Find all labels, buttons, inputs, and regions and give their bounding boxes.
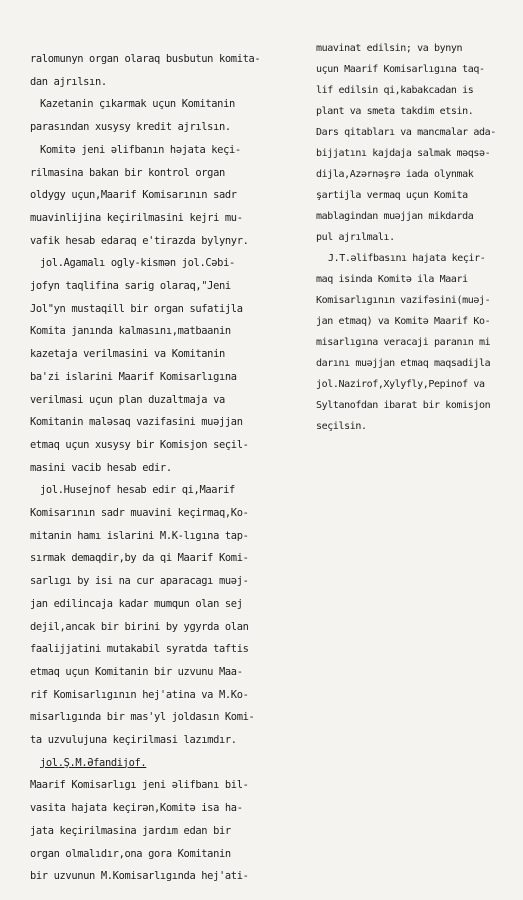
right-column-line: uçun Maarif Komisarlıgına taq-	[316, 64, 485, 75]
right-column-line: plant va smeta takdim etsin.	[316, 106, 474, 117]
left-column-line: jan edilincaja kadar mumqun olan sej	[30, 597, 243, 610]
left-column-line: kazetaja verilmasini va Komitanin	[30, 348, 225, 361]
left-column-line: rilmasina bakan bir kontrol organ	[30, 166, 225, 179]
right-column-line: şartijla vermaq uçun Komita	[316, 190, 468, 201]
left-column-line: Komitə jeni əlifbanın həjata keçi-	[40, 143, 241, 156]
left-column-line: sırmak demaqdir,by da qi Maarif Komi-	[30, 552, 249, 565]
left-column-line: Maarif Komisarlıgı jeni əlifbanı bil-	[30, 779, 249, 792]
right-column-line: jan etmaq) va Komitə Maarif Ko-	[316, 316, 491, 327]
right-column-line: seçilsin.	[316, 421, 367, 432]
right-column-line: mablagindan muəjjan mikdarda	[316, 211, 474, 222]
left-column-line: etmaq uçun xusysy bir Komisjon seçil-	[30, 438, 249, 451]
right-column-line: darını muəjjan etmaq maqsadijla	[316, 358, 491, 369]
right-column-line: Dars qitabları va mancmalar ada-	[316, 127, 496, 138]
right-column-line: lif edilsin qi,kabakcadan is	[316, 85, 474, 96]
left-column-line: Komisarının sadr muavini keçirmaq,Ko-	[30, 507, 249, 519]
right-column-line: Syltanofdan ibarat bir komisjon	[316, 400, 491, 411]
left-column-line: Jol"yn mustaqill bir organ sufatijla	[30, 302, 243, 315]
left-column-line: jofyn taqlifina sarig olaraq,"Jeni	[30, 280, 231, 292]
left-column-line: jol.Agamalı ogly-kismən jol.Cəbi-	[40, 257, 235, 270]
left-column-line: parasından xusysy kredit ajrılsın.	[30, 121, 231, 134]
left-column-line: ralomunyn organ olaraq busbutun komita-	[30, 53, 261, 65]
right-column-line: jol.Nazirof,Xylyfly,Pepinof va	[316, 379, 485, 390]
left-column-line: vafik hesab edaraq e'tirazda bylynyr.	[30, 234, 249, 247]
left-column-line: masini vacib hesab edir.	[30, 461, 172, 474]
left-column-line: jol.Ş.M.Əfandijof.	[40, 756, 147, 769]
left-column-line: etmaq uçun Komitanin bir uzvunu Maa-	[30, 665, 243, 678]
right-column-line: muavinat edilsin; va bynyn	[316, 43, 463, 54]
right-column-line: dijla,Azərnəşrə iada olynmak	[316, 169, 474, 180]
left-column-line: jata keçirilmasina jardım edan bir	[30, 824, 231, 837]
left-column-line: ba'zi islarini Maarif Komisarlıgına	[30, 370, 237, 383]
right-column-line: Komisarlıgının vazifəsini(muəj-	[316, 295, 491, 306]
left-column-line: oldygy uçun,Maarif Komisarının sadr	[30, 189, 237, 202]
right-column-line: misarlıgına veracaji paranın mi	[316, 337, 491, 348]
left-column-line: organ olmalıdır,ona gora Komitanin	[30, 847, 231, 860]
left-column-line: jol.Husejnof hesab edir qi,Maarif	[40, 484, 235, 497]
left-column-line: sarlıgı by isi na cur aparacagı muəj-	[30, 575, 249, 588]
left-column-line: verilmasi uçun plan duzaltmaja va	[30, 393, 225, 406]
left-column-line: mitanin hamı islarini M.K-lıgına tap-	[30, 529, 249, 542]
left-column-line: Komita janında kalmasını,matbaanin	[30, 325, 231, 338]
left-column-line: muavinlijina keçirilmasini kejri mu-	[30, 211, 243, 224]
left-column-line: misarlıgında bir mas'yl joldasın Komi-	[30, 711, 255, 724]
left-column-line: Kazetanin çıkarmak uçun Komitanin	[40, 98, 235, 111]
right-column-line: J.T.əlifbasını hajata keçir-	[328, 253, 486, 264]
left-column-line: ta uzvulujuna keçirilmasi lazımdır.	[30, 734, 237, 746]
right-column-line: maq isinda Komitə ila Maari	[316, 274, 468, 285]
left-column-line: bir uzvunun M.Komisarlıgında hej'ati-	[30, 870, 249, 883]
right-column-line: pul ajrılmalı.	[316, 232, 395, 243]
left-column-line: Komitanin maləsaq vazifasini muəjjan	[30, 416, 243, 429]
left-column-line: dan ajrılsın.	[30, 75, 107, 88]
left-column-line: rif Komisarlıgının hej'atina va M.Ko-	[30, 688, 249, 701]
right-column-line: bijjatını kajdaja salmak məqsə-	[316, 148, 491, 159]
left-column-line: vasita hajata keçirən,Komitə isa ha-	[30, 802, 243, 815]
left-column-line: dejil,ancak bir birini by ygyrda olan	[30, 620, 249, 633]
left-column-line: faalijjatini mutakabil syratda taftis	[30, 643, 249, 656]
